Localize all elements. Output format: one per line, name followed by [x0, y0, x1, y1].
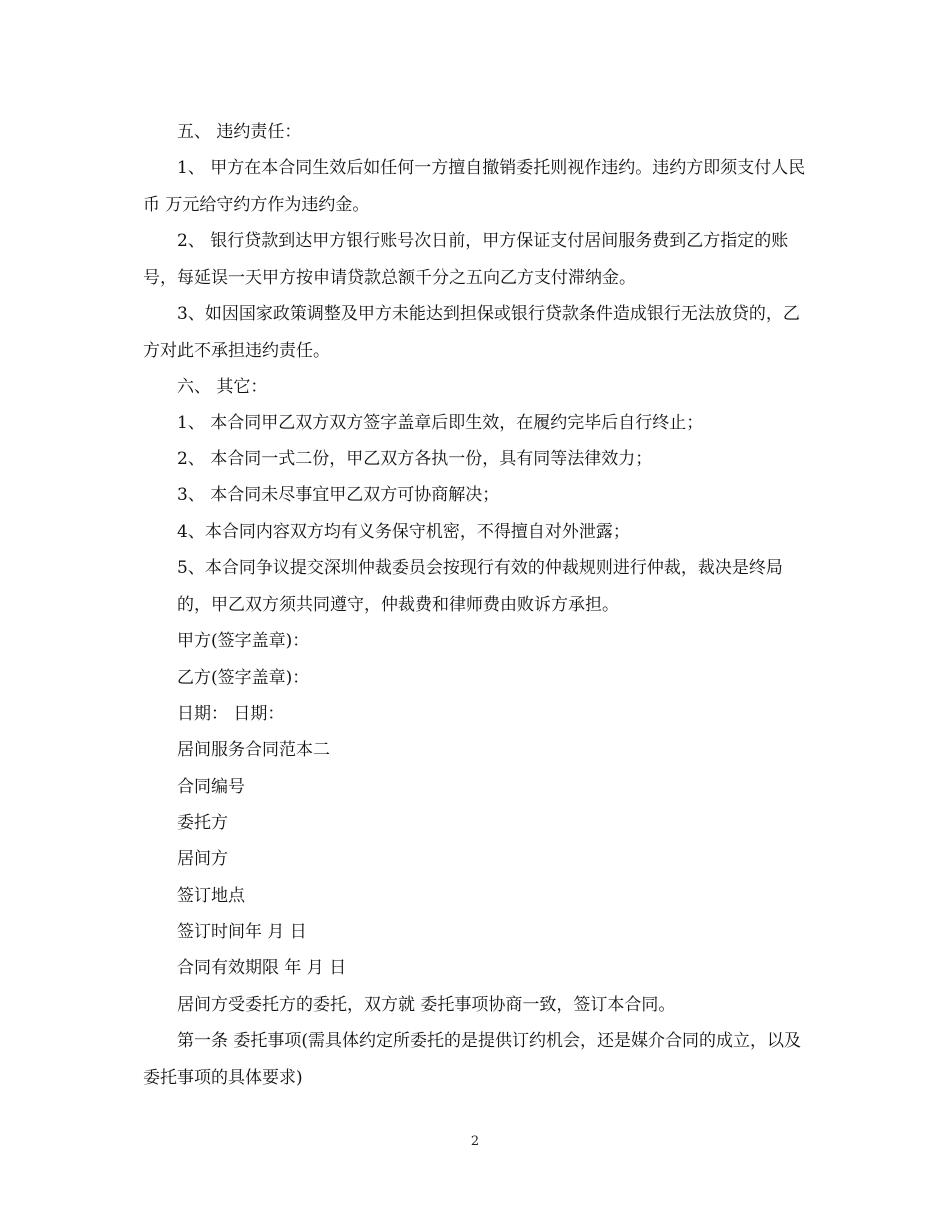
section-6-item-4: 4、本合同内容双方均有义务保守机密，不得擅自对外泄露；	[177, 522, 630, 542]
section-6-item-2: 2、 本合同一式二份，甲乙双方各执一份，具有同等法律效力；	[177, 449, 653, 469]
signature-dates: 日期： 日期：	[177, 704, 285, 724]
article-1: 第一条 委托事项(需具体约定所委托的是提供订约机会，还是媒介合同的成立，以及委托事项的具体要求)	[143, 1031, 802, 1088]
template-2-title: 居间服务合同范本二	[177, 740, 330, 760]
signing-place-label: 签订地点	[177, 886, 245, 906]
intermediary-label: 居间方	[177, 849, 228, 869]
section-5-item-2: 2、 银行贷款到达甲方银行账号次日前，甲方保证支付居间服务费到乙方指定的账号，每延误一天甲方按申请贷款总额千分之五向乙方支付滞纳金。	[143, 231, 789, 288]
contract-number-label: 合同编号	[177, 777, 245, 797]
party-a-signature: 甲方(签字盖章)：	[177, 631, 310, 651]
signing-time-label: 签订时间年 月 日	[177, 922, 307, 942]
section-5-heading: 五、 违约责任：	[177, 122, 302, 142]
validity-period-label: 合同有效期限 年 月 日	[177, 958, 347, 978]
section-5-item-3: 3、如因国家政策调整及甲方未能达到担保或银行贷款条件造成银行无法放贷的，乙方对此不承担违约责任。	[143, 304, 800, 361]
contract-intro: 居间方受委托方的委托，双方就 委托事项协商一致，签订本合同。	[177, 995, 676, 1015]
party-b-signature: 乙方(签字盖章)：	[177, 668, 310, 688]
section-6-item-1: 1、 本合同甲乙双方双方签字盖章后即生效，在履约完毕后自行终止；	[177, 413, 704, 433]
section-6-item-3: 3、 本合同未尽事宜甲乙双方可协商解决；	[177, 485, 500, 505]
section-6-heading: 六、 其它：	[177, 377, 268, 397]
page-number: 2	[470, 1134, 480, 1149]
section-5-item-1: 1、 甲方在本合同生效后如任何一方擅自撤销委托则视作违约。违约方即须支付人民币 万元给守约方作为违约金。	[143, 158, 806, 215]
section-6-item-5: 5、本合同争议提交深圳仲裁委员会按现行有效的仲裁规则进行仲裁，裁决是终局的，甲乙双方须共同遵守，仲裁费和律师费由败诉方承担。	[177, 558, 783, 615]
client-label: 委托方	[177, 813, 228, 833]
